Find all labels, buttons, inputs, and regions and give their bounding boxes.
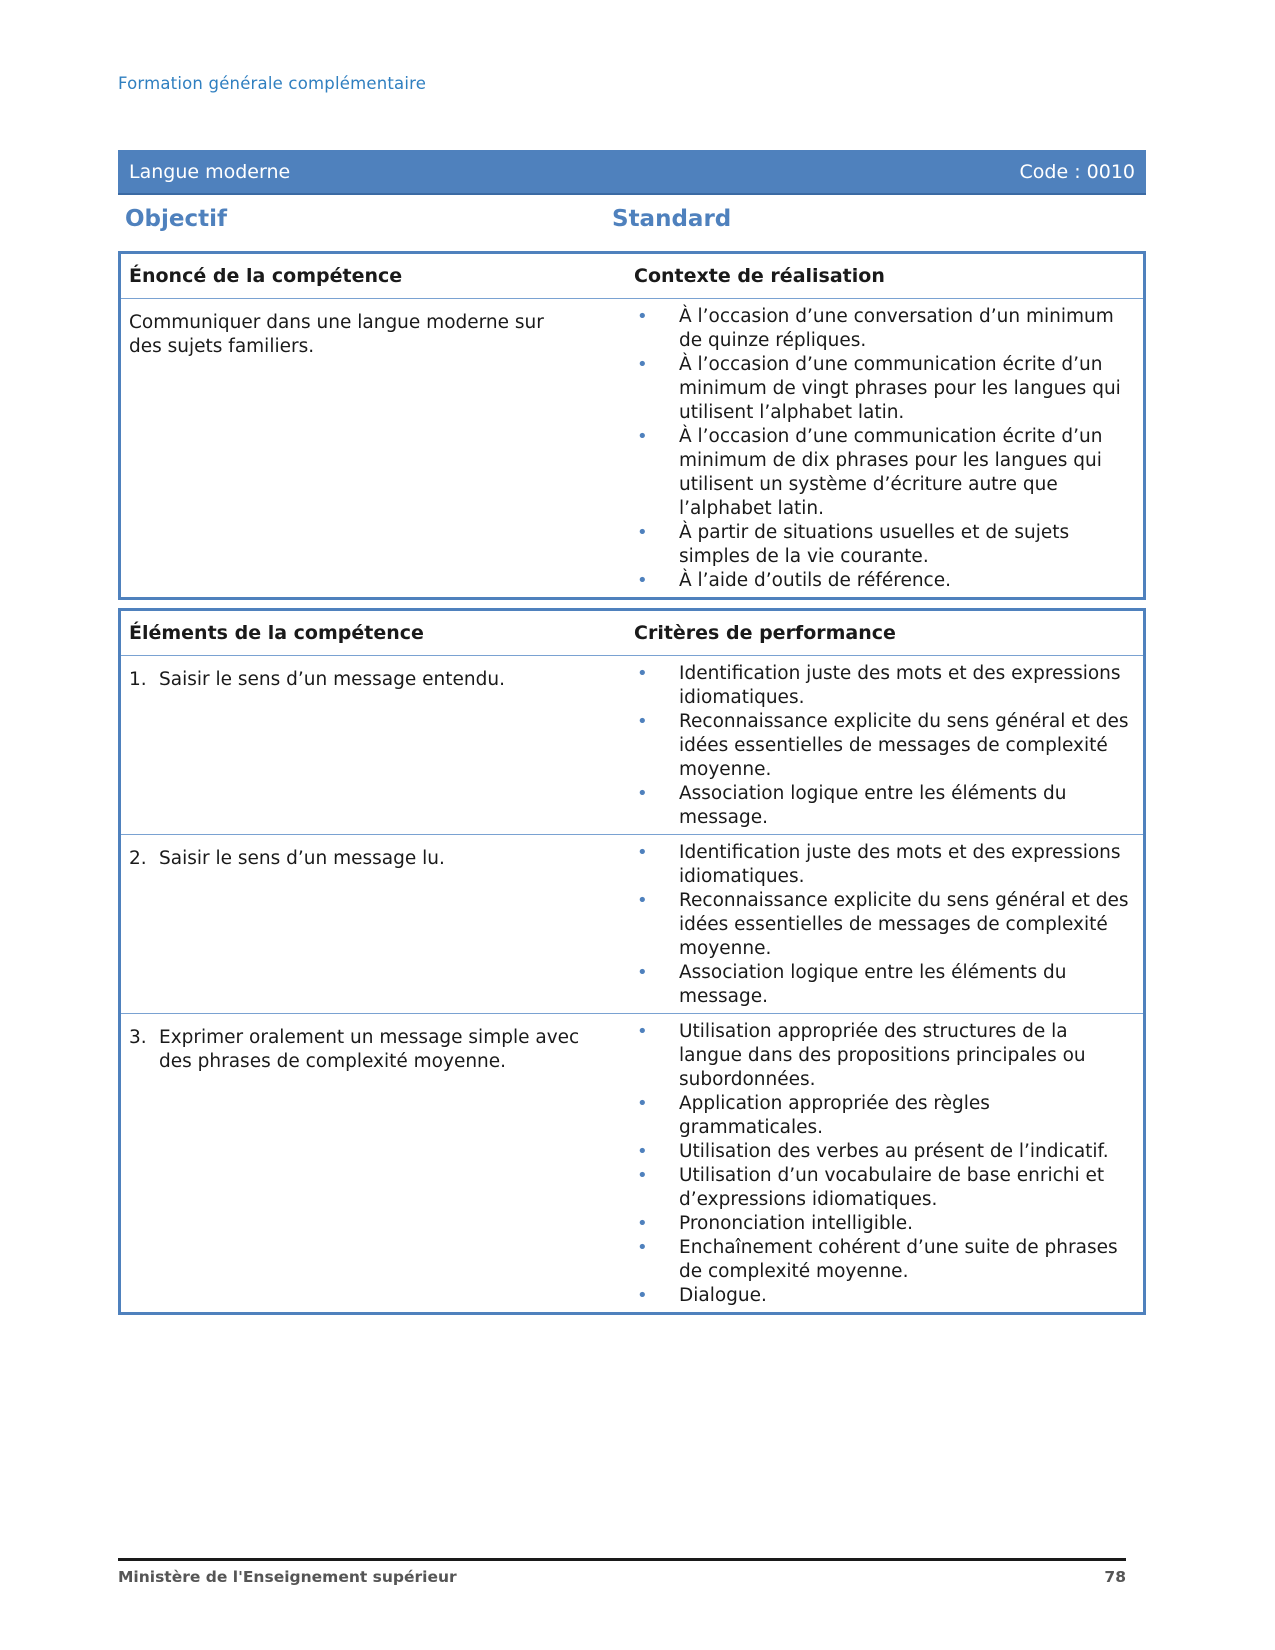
context-list [634,299,1129,597]
table-header-row [121,254,1143,299]
element-number: 2. [129,848,147,869]
list-item: • Utilisation appropriée des structures de la langue dans des propositions principales ou subordonnées. [634,1020,1129,1092]
element-item [129,835,634,871]
table-row [121,656,1143,835]
footer-ministry: Ministère de l'Enseignement supérieur [118,1568,457,1586]
table-row [121,299,1143,597]
criteria-list [634,656,1129,834]
criteria-list [634,835,1129,1013]
element-text: Saisir le sens d’un message lu. [159,848,445,869]
course-code: Code : 0010 [1019,160,1135,183]
footer-divider [118,1558,1126,1561]
list-item: • Utilisation des verbes au présent de l’indicatif. [634,1140,1129,1164]
list-item: • À l’occasion d’une communication écrite d’un minimum de vingt phrases pour les langues qui utilisent l’alphabet latin. [634,353,1129,425]
list-item: • À l’occasion d’une conversation d’un minimum de quinze répliques. [634,305,1129,353]
elements-table [118,608,1146,1315]
list-item: • Identification juste des mots et des expressions idiomatiques. [634,841,1129,889]
standard-heading: Standard [612,206,732,232]
statement-header: Énoncé de la compétence [129,265,403,287]
objective-heading: Objectif [125,206,228,232]
list-item: • Association logique entre les éléments du message. [634,782,1129,830]
element-text: Saisir le sens d’un message entendu. [159,669,505,690]
list-item: • Prononciation intelligible. [634,1212,1129,1236]
criteria-header: Critères de performance [634,622,896,644]
running-header: Formation générale complémentaire [118,74,427,93]
list-item: • Reconnaissance explicite du sens général et des idées essentielles de messages de complexité moyenne. [634,889,1129,961]
competence-statement: Communiquer dans une langue moderne sur des sujets familiers. [129,312,544,357]
list-item: • Association logique entre les éléments du message. [634,961,1129,1009]
section-headings [118,206,1146,246]
list-item: • Identification juste des mots et des expressions idiomatiques. [634,662,1129,710]
element-item [129,656,634,692]
table-row [121,835,1143,1014]
elements-header: Éléments de la compétence [129,622,424,644]
context-header: Contexte de réalisation [634,265,885,287]
list-item: • À l’aide d’outils de référence. [634,569,1129,593]
list-item: • Application appropriée des règles grammaticales. [634,1092,1129,1140]
subject-title: Langue moderne [129,160,291,183]
element-number: 3. [129,1027,147,1048]
list-item: • Dialogue. [634,1284,1129,1308]
table-row [121,1014,1143,1312]
list-item: • À l’occasion d’une communication écrite d’un minimum de dix phrases pour les langues qui utilisent un système d’écriture autre que l’alphabet latin. [634,425,1129,521]
element-text: Exprimer oralement un message simple avec des phrases de complexité moyenne. [159,1027,580,1072]
list-item: • Reconnaissance explicite du sens général et des idées essentielles de messages de complexité moyenne. [634,710,1129,782]
competence-table [118,251,1146,600]
table-header-row [121,611,1143,656]
title-bar [118,150,1146,193]
criteria-list [634,1014,1129,1312]
element-item [129,1014,634,1074]
list-item: • À partir de situations usuelles et de sujets simples de la vie courante. [634,521,1129,569]
element-number: 1. [129,669,147,690]
page-number: 78 [1104,1568,1126,1586]
list-item: • Enchaînement cohérent d’une suite de phrases de complexité moyenne. [634,1236,1129,1284]
list-item: • Utilisation d’un vocabulaire de base enrichi et d’expressions idiomatiques. [634,1164,1129,1212]
